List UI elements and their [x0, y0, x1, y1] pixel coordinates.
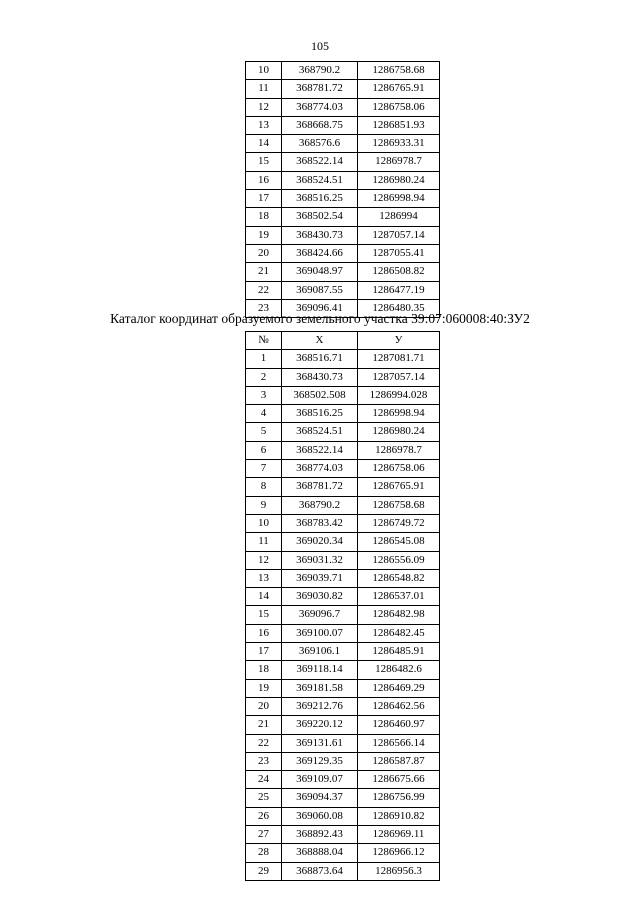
y-coordinate-cell: 1286851.93 — [358, 116, 440, 134]
table-row — [246, 281, 440, 299]
table-row — [246, 807, 440, 825]
table-row — [246, 386, 440, 404]
y-coordinate-cell: 1286749.72 — [358, 514, 440, 532]
table-row — [246, 862, 440, 880]
x-coordinate-cell: 368774.03 — [282, 460, 358, 478]
table-row — [246, 624, 440, 642]
x-coordinate-cell: 368888.04 — [282, 844, 358, 862]
x-coordinate-cell: 368430.73 — [282, 368, 358, 386]
x-coordinate-cell: 368774.03 — [282, 98, 358, 116]
table-row — [246, 478, 440, 496]
header-y: У — [358, 332, 440, 350]
y-coordinate-cell: 1287055.41 — [358, 244, 440, 262]
x-coordinate-cell: 368781.72 — [282, 478, 358, 496]
y-coordinate-cell: 1286765.91 — [358, 80, 440, 98]
x-coordinate-cell: 369109.07 — [282, 771, 358, 789]
y-coordinate-cell: 1287057.14 — [358, 368, 440, 386]
point-number-cell: 1 — [246, 350, 282, 368]
y-coordinate-cell: 1286978.7 — [358, 441, 440, 459]
table-row — [246, 569, 440, 587]
y-coordinate-cell: 1286556.09 — [358, 551, 440, 569]
point-number-cell: 18 — [246, 208, 282, 226]
x-coordinate-cell: 368516.71 — [282, 350, 358, 368]
point-number-cell: 23 — [246, 752, 282, 770]
table-row — [246, 135, 440, 153]
point-number-cell: 5 — [246, 423, 282, 441]
x-coordinate-cell: 369030.82 — [282, 588, 358, 606]
x-coordinate-cell: 369094.37 — [282, 789, 358, 807]
table-row — [246, 679, 440, 697]
point-number-cell: 29 — [246, 862, 282, 880]
table-row — [246, 153, 440, 171]
y-coordinate-cell: 1286969.11 — [358, 826, 440, 844]
x-coordinate-cell: 368424.66 — [282, 244, 358, 262]
y-coordinate-cell: 1287081.71 — [358, 350, 440, 368]
x-coordinate-cell: 368516.25 — [282, 405, 358, 423]
y-coordinate-cell: 1286910.82 — [358, 807, 440, 825]
table-header — [246, 332, 440, 350]
table-row — [246, 643, 440, 661]
table-row — [246, 697, 440, 715]
table-row — [246, 789, 440, 807]
point-number-cell: 6 — [246, 441, 282, 459]
table-row — [246, 62, 440, 80]
header-point-number: № — [246, 332, 282, 350]
point-number-cell: 21 — [246, 716, 282, 734]
x-coordinate-cell: 368668.75 — [282, 116, 358, 134]
y-coordinate-cell: 1286765.91 — [358, 478, 440, 496]
point-number-cell: 18 — [246, 661, 282, 679]
y-coordinate-cell: 1287057.14 — [358, 226, 440, 244]
point-number-cell: 8 — [246, 478, 282, 496]
table-row — [246, 244, 440, 262]
table-row — [246, 80, 440, 98]
table-row — [246, 496, 440, 514]
y-coordinate-cell: 1286758.68 — [358, 496, 440, 514]
point-number-cell: 19 — [246, 226, 282, 244]
x-coordinate-cell: 369039.71 — [282, 569, 358, 587]
coordinates-catalog-table — [245, 331, 440, 881]
x-coordinate-cell: 369220.12 — [282, 716, 358, 734]
point-number-cell: 17 — [246, 190, 282, 208]
y-coordinate-cell: 1286998.94 — [358, 190, 440, 208]
point-number-cell: 20 — [246, 244, 282, 262]
y-coordinate-cell: 1286548.82 — [358, 569, 440, 587]
x-coordinate-cell: 368522.14 — [282, 441, 358, 459]
y-coordinate-cell: 1286480.35 — [358, 299, 440, 317]
y-coordinate-cell: 1286482.45 — [358, 624, 440, 642]
y-coordinate-cell: 1286994 — [358, 208, 440, 226]
x-coordinate-cell: 369020.34 — [282, 533, 358, 551]
table-row — [246, 208, 440, 226]
y-coordinate-cell: 1286485.91 — [358, 643, 440, 661]
table-row — [246, 423, 440, 441]
x-coordinate-cell: 369031.32 — [282, 551, 358, 569]
table-body — [246, 62, 440, 318]
y-coordinate-cell: 1286758.06 — [358, 98, 440, 116]
y-coordinate-cell: 1286537.01 — [358, 588, 440, 606]
point-number-cell: 23 — [246, 299, 282, 317]
x-coordinate-cell: 369087.55 — [282, 281, 358, 299]
table-row — [246, 661, 440, 679]
table-row — [246, 368, 440, 386]
table-row — [246, 441, 440, 459]
table-row — [246, 716, 440, 734]
x-coordinate-cell: 368524.51 — [282, 171, 358, 189]
y-coordinate-cell: 1286566.14 — [358, 734, 440, 752]
table-row — [246, 190, 440, 208]
y-coordinate-cell: 1286758.06 — [358, 460, 440, 478]
table-row — [246, 350, 440, 368]
y-coordinate-cell: 1286978.7 — [358, 153, 440, 171]
table-row — [246, 734, 440, 752]
table-row — [246, 263, 440, 281]
coordinates-table-continued — [245, 61, 440, 318]
x-coordinate-cell: 368522.14 — [282, 153, 358, 171]
x-coordinate-cell: 368892.43 — [282, 826, 358, 844]
y-coordinate-cell: 1286477.19 — [358, 281, 440, 299]
point-number-cell: 9 — [246, 496, 282, 514]
point-number-cell: 28 — [246, 844, 282, 862]
point-number-cell: 17 — [246, 643, 282, 661]
x-coordinate-cell: 368516.25 — [282, 190, 358, 208]
y-coordinate-cell: 1286460.97 — [358, 716, 440, 734]
y-coordinate-cell: 1286758.68 — [358, 62, 440, 80]
point-number-cell: 15 — [246, 153, 282, 171]
page-number: 105 — [311, 39, 329, 53]
x-coordinate-cell: 369096.41 — [282, 299, 358, 317]
y-coordinate-cell: 1286545.08 — [358, 533, 440, 551]
point-number-cell: 13 — [246, 116, 282, 134]
point-number-cell: 27 — [246, 826, 282, 844]
point-number-cell: 10 — [246, 62, 282, 80]
table-row — [246, 171, 440, 189]
catalog-title: Каталог координат образуемого земельного участка 39:07:060008:40:ЗУ2 — [110, 311, 530, 326]
x-coordinate-cell: 369048.97 — [282, 263, 358, 281]
point-number-cell: 14 — [246, 588, 282, 606]
y-coordinate-cell: 1286482.98 — [358, 606, 440, 624]
point-number-cell: 19 — [246, 679, 282, 697]
table-row — [246, 514, 440, 532]
x-coordinate-cell: 368430.73 — [282, 226, 358, 244]
table-row — [246, 98, 440, 116]
table-row — [246, 551, 440, 569]
point-number-cell: 12 — [246, 98, 282, 116]
table-row — [246, 752, 440, 770]
table-row — [246, 226, 440, 244]
table-row — [246, 826, 440, 844]
y-coordinate-cell: 1286508.82 — [358, 263, 440, 281]
y-coordinate-cell: 1286966.12 — [358, 844, 440, 862]
point-number-cell: 7 — [246, 460, 282, 478]
y-coordinate-cell: 1286482.6 — [358, 661, 440, 679]
x-coordinate-cell: 368576.6 — [282, 135, 358, 153]
y-coordinate-cell: 1286980.24 — [358, 423, 440, 441]
point-number-cell: 2 — [246, 368, 282, 386]
table-row — [246, 116, 440, 134]
table-row — [246, 460, 440, 478]
x-coordinate-cell: 369106.1 — [282, 643, 358, 661]
x-coordinate-cell: 368873.64 — [282, 862, 358, 880]
header-row — [246, 332, 440, 350]
point-number-cell: 16 — [246, 171, 282, 189]
y-coordinate-cell: 1286462.56 — [358, 697, 440, 715]
x-coordinate-cell: 369100.07 — [282, 624, 358, 642]
y-coordinate-cell: 1286994.028 — [358, 386, 440, 404]
point-number-cell: 20 — [246, 697, 282, 715]
point-number-cell: 12 — [246, 551, 282, 569]
x-coordinate-cell: 368781.72 — [282, 80, 358, 98]
y-coordinate-cell: 1286756.99 — [358, 789, 440, 807]
table-body — [246, 350, 440, 881]
x-coordinate-cell: 369060.08 — [282, 807, 358, 825]
table-row — [246, 405, 440, 423]
x-coordinate-cell: 369181.58 — [282, 679, 358, 697]
x-coordinate-cell: 368790.2 — [282, 496, 358, 514]
x-coordinate-cell: 368783.42 — [282, 514, 358, 532]
point-number-cell: 24 — [246, 771, 282, 789]
x-coordinate-cell: 368524.51 — [282, 423, 358, 441]
point-number-cell: 15 — [246, 606, 282, 624]
table-row — [246, 771, 440, 789]
y-coordinate-cell: 1286956.3 — [358, 862, 440, 880]
x-coordinate-cell: 368790.2 — [282, 62, 358, 80]
table-row — [246, 533, 440, 551]
x-coordinate-cell: 368502.54 — [282, 208, 358, 226]
x-coordinate-cell: 369129.35 — [282, 752, 358, 770]
y-coordinate-cell: 1286675.66 — [358, 771, 440, 789]
point-number-cell: 26 — [246, 807, 282, 825]
x-coordinate-cell: 368502.508 — [282, 386, 358, 404]
point-number-cell: 4 — [246, 405, 282, 423]
x-coordinate-cell: 369131.61 — [282, 734, 358, 752]
point-number-cell: 16 — [246, 624, 282, 642]
x-coordinate-cell: 369096.7 — [282, 606, 358, 624]
point-number-cell: 13 — [246, 569, 282, 587]
point-number-cell: 22 — [246, 734, 282, 752]
y-coordinate-cell: 1286587.87 — [358, 752, 440, 770]
header-x: Х — [282, 332, 358, 350]
y-coordinate-cell: 1286998.94 — [358, 405, 440, 423]
x-coordinate-cell: 369212.76 — [282, 697, 358, 715]
point-number-cell: 3 — [246, 386, 282, 404]
point-number-cell: 11 — [246, 533, 282, 551]
point-number-cell: 21 — [246, 263, 282, 281]
table-row — [246, 606, 440, 624]
x-coordinate-cell: 369118.14 — [282, 661, 358, 679]
point-number-cell: 10 — [246, 514, 282, 532]
y-coordinate-cell: 1286933.31 — [358, 135, 440, 153]
point-number-cell: 11 — [246, 80, 282, 98]
point-number-cell: 25 — [246, 789, 282, 807]
y-coordinate-cell: 1286469.29 — [358, 679, 440, 697]
y-coordinate-cell: 1286980.24 — [358, 171, 440, 189]
point-number-cell: 14 — [246, 135, 282, 153]
table-row — [246, 588, 440, 606]
point-number-cell: 22 — [246, 281, 282, 299]
table-row — [246, 844, 440, 862]
